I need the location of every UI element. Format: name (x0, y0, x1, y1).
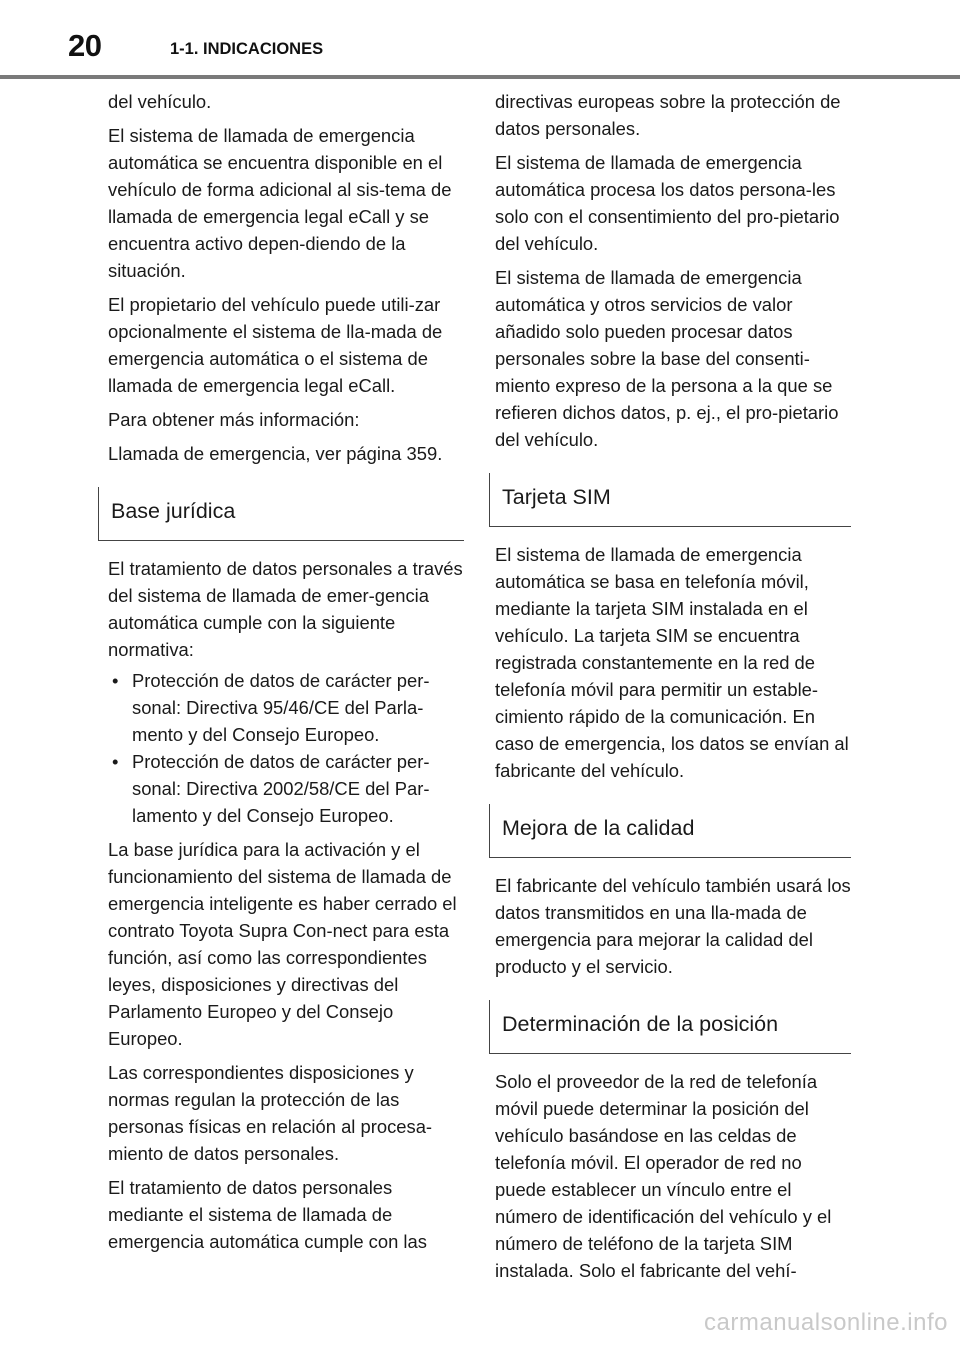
section-heading-base-juridica: Base jurídica (98, 487, 464, 541)
bullet-list (108, 667, 464, 829)
paragraph: Para obtener más información: (108, 409, 360, 430)
paragraph: directivas europeas sobre la protección de datos personales. (495, 91, 841, 139)
page-header (0, 0, 960, 80)
left-column (108, 88, 464, 1262)
paragraph: Llamada de emergencia, ver página 359. (108, 443, 443, 464)
section-title: 1-1. INDICACIONES (170, 40, 324, 58)
header-divider (0, 75, 960, 79)
page-number: 20 (68, 28, 102, 63)
paragraph: del vehículo. (108, 91, 212, 112)
right-column (495, 88, 851, 1291)
paragraph: El propietario del vehículo puede utili-zar opcionalmente el sistema de lla-mada de emergencia automática o el sistema de llamada de emergencia legal eCall. (108, 294, 443, 396)
paragraph: Las correspondientes disposiciones y normas regulan la protección de las personas físicas en relación al procesa-miento de datos personales. (108, 1062, 433, 1164)
bullet-item: • Protección de datos de carácter per-sonal: Directiva 95/46/CE del Parla-mento y del Consejo Europeo. (108, 667, 464, 748)
paragraph: El sistema de llamada de emergencia automática se encuentra disponible en el vehículo de forma adicional al sis-tema de llamada de emergencia legal eCall y se encuentra activo depen-diendo de la situación. (108, 125, 452, 281)
paragraph: El tratamiento de datos personales a través del sistema de llamada de emer-gencia automática cumple con la siguiente normativa: (108, 558, 463, 660)
paragraph: El fabricante del vehículo también usará los datos transmitidos en una lla-mada de emergencia para mejorar la calidad del producto y el servicio. (495, 875, 851, 977)
section-heading-mejora-calidad: Mejora de la calidad (489, 804, 851, 858)
paragraph: El sistema de llamada de emergencia automática procesa los datos persona-les solo con el consentimiento del pro-pietario del vehículo. (495, 152, 840, 254)
paragraph: El tratamiento de datos personales mediante el sistema de llamada de emergencia automática cumple con las (108, 1177, 427, 1252)
paragraph: El sistema de llamada de emergencia automática y otros servicios de valor añadido solo pueden procesar datos personales sobre la base del consenti-miento expreso de la persona a la que se refieren dichos datos, p. ej., el pro-pietario del vehículo. (495, 267, 839, 450)
section-heading-determinacion-posicion: Determinación de la posición (489, 1000, 851, 1054)
paragraph: Solo el proveedor de la red de telefonía móvil puede determinar la posición del vehículo basándose en las celdas de telefonía móvil. El operador de red no puede establecer un vínculo entre el número de identificación del vehículo y el número de teléfono de la tarjeta SIM instalada. Solo el fabricante del vehí- (495, 1071, 832, 1281)
bullet-item: • Protección de datos de carácter per-sonal: Directiva 2002/58/CE del Par-lamento y del Consejo Europeo. (108, 748, 464, 829)
paragraph: La base jurídica para la activación y el funcionamiento del sistema de llamada de emergencia inteligente es haber cerrado el contrato Toyota Supra Con-nect para esta función, así como las correspondientes leyes, disposiciones y directivas del Parlamento Europeo y del Consejo Europeo. (108, 839, 457, 1049)
paragraph: El sistema de llamada de emergencia automática se basa en telefonía móvil, mediante la tarjeta SIM instalada en el vehículo. La tarjeta SIM se encuentra registrada constantemente en la red de telefonía móvil para permitir un estable-cimiento rápido de la comunicación. En caso de emergencia, los datos se envían al fabricante del vehículo. (495, 544, 849, 781)
section-heading-tarjeta-sim: Tarjeta SIM (489, 473, 851, 527)
watermark: carmanualsonline.info (704, 1309, 948, 1336)
